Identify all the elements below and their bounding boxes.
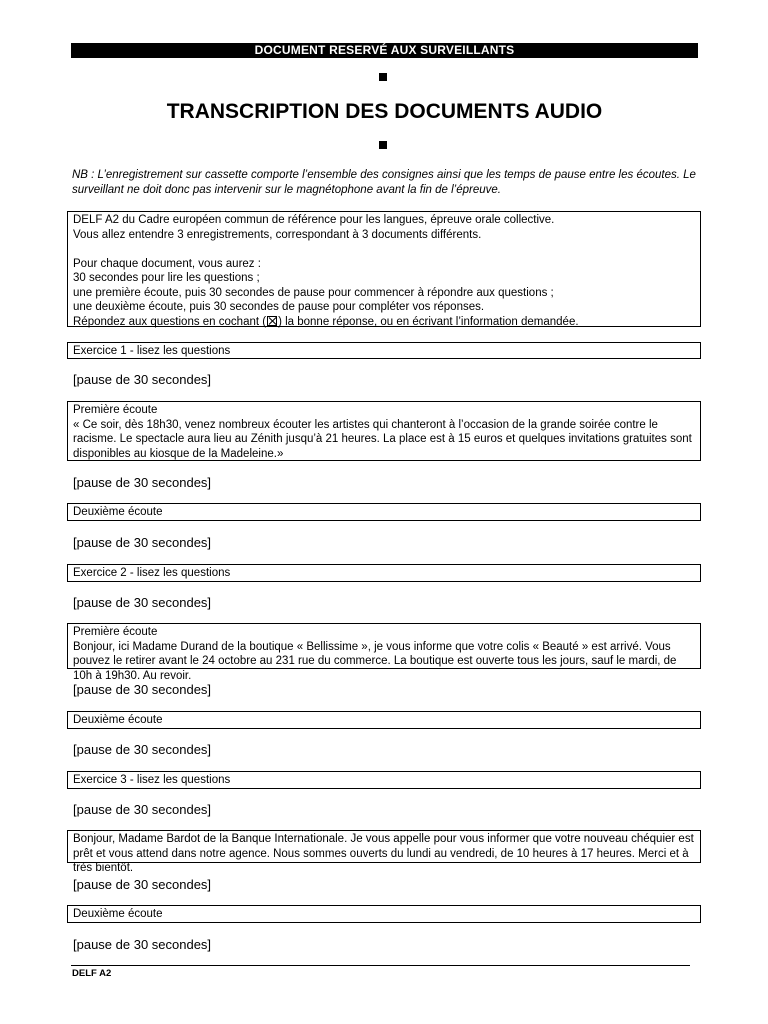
instructions-line: DELF A2 du Cadre européen commun de référence pour les langues, épreuve orale collective. <box>73 214 555 226</box>
instructions-text: ) la bonne réponse, ou en écrivant l’information demandée. <box>278 315 579 328</box>
exercise-3-heading: Exercice 3 - lisez les questions <box>73 774 231 786</box>
pause-instruction: [pause de 30 secondes] <box>73 595 212 610</box>
second-listening-label: Deuxième écoute <box>73 908 163 920</box>
pause-instruction: [pause de 30 secondes] <box>73 475 212 490</box>
pause-instruction: [pause de 30 secondes] <box>73 535 212 550</box>
instructions-box <box>67 211 701 327</box>
reserved-banner: DOCUMENT RESERVÉ AUX SURVEILLANTS <box>71 43 698 58</box>
pause-instruction: [pause de 30 secondes] <box>73 937 212 952</box>
square-bullet-icon <box>379 73 387 81</box>
exercise-2-heading-box <box>67 564 701 582</box>
second-listening-label: Deuxième écoute <box>73 506 163 518</box>
page-title: TRANSCRIPTION DES DOCUMENTS AUDIO <box>166 100 603 123</box>
instructions-line <box>73 315 695 330</box>
pause-instruction: [pause de 30 secondes] <box>73 682 212 697</box>
checked-box-icon <box>267 316 277 326</box>
exercise-1-first-listening-box <box>67 401 701 461</box>
square-bullet-icon <box>379 141 387 149</box>
instructions-line: une première écoute, puis 30 secondes de pause pour commencer à répondre aux questions ; <box>73 286 554 299</box>
exercise-1-heading-box <box>67 342 701 359</box>
instructions-line: 30 secondes pour lire les questions ; <box>73 272 260 284</box>
transcript-text: Bonjour, ici Madame Durand de la boutique « Bellissime », je vous informe que votre colis « Beauté » est arrivé. Vous pouvez le retirer avant le 24 octobre au 231 rue du commerce. La boutique est ouverte tous les jours, sauf le mardi, de 10h à 19h30. Au revoir. <box>73 640 677 682</box>
exercise-1-heading: Exercice 1 - lisez les questions <box>73 345 231 357</box>
instructions-line: une deuxième écoute, puis 30 secondes de pause pour compléter vos réponses. <box>73 301 485 313</box>
exercise-2-heading: Exercice 2 - lisez les questions <box>73 567 231 579</box>
instructions-line: Vous allez entendre 3 enregistrements, correspondant à 3 documents différents. <box>73 228 482 241</box>
transcript-text: « Ce soir, dès 18h30, venez nombreux écouter les artistes qui chanteront à l’occasion de la grande soirée contre le racisme. Le spectacle aura lieu au Zénith jusqu’à 21 heures. La place est à 15 euros et quelques invitations gratuites sont disponibles au kiosque de la Madeleine.» <box>73 418 692 460</box>
exercise-2-first-listening-box <box>67 623 701 682</box>
exercise-1-second-listening-box <box>67 503 701 521</box>
instructions-line: Pour chaque document, vous aurez : <box>73 257 261 270</box>
exercise-2-second-listening-box <box>67 711 701 729</box>
nb-note: NB : L’enregistrement sur cassette comporte l’ensemble des consignes ainsi que les temps de pause entre les écoutes. Le surveillant ne doit donc pas intervenir sur le magnétophone avant la fin de l’épreuve. <box>72 169 696 196</box>
exercise-3-second-listening-box <box>67 905 701 923</box>
pause-instruction: [pause de 30 secondes] <box>73 742 212 757</box>
exercise-3-heading-box <box>67 771 701 789</box>
second-listening-label: Deuxième écoute <box>73 714 163 726</box>
exercise-3-first-listening-box <box>67 830 701 874</box>
transcript-text: Bonjour, Madame Bardot de la Banque Internationale. Je vous appelle pour vous informer que votre nouveau chéquier est prêt et vous attend dans notre agence. Nous sommes ouverts du lundi au vendredi, de 10 heures à 17 heures. Merci et à très bientôt. <box>73 833 694 874</box>
footer-divider <box>71 965 690 966</box>
pause-instruction: [pause de 30 secondes] <box>73 877 212 892</box>
footer-label: DELF A2 <box>72 968 112 979</box>
spacer <box>73 242 695 257</box>
pause-instruction: [pause de 30 secondes] <box>73 372 212 387</box>
pause-instruction: [pause de 30 secondes] <box>73 802 212 817</box>
first-listening-label: Première écoute <box>73 404 158 416</box>
first-listening-label: Première écoute <box>73 626 158 638</box>
instructions-text: Répondez aux questions en cochant ( <box>73 315 267 328</box>
